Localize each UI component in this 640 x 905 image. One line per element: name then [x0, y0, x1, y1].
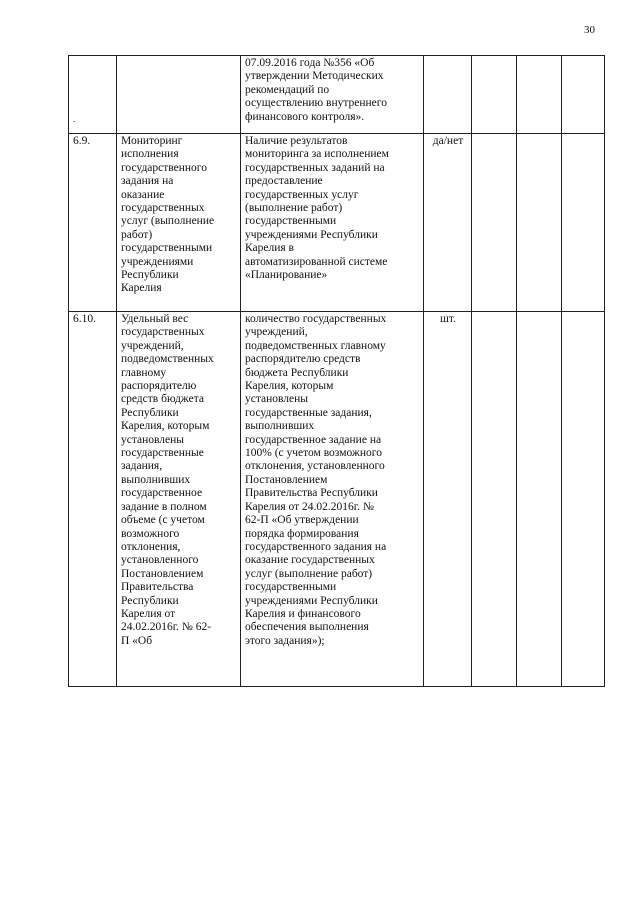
indicator-name-cell: [117, 134, 241, 312]
row-number-cell: [69, 312, 117, 687]
row-number-cell: [69, 56, 117, 134]
indicator-description: Наличие результатов мониторинга за исполнением государственных заданий на предоставление государственных услуг (выполнение работ) государственными учреждениями Республики Карелия в автоматизированной системе «Планирование»: [245, 135, 389, 282]
value-cell-1: [472, 134, 517, 312]
unit-value: да/нет: [432, 135, 464, 147]
value-cell-1: [472, 56, 517, 134]
indicator-table: [68, 55, 605, 687]
table-row: [69, 134, 605, 312]
row-number-mark: .: [73, 114, 76, 124]
row-number-cell: [69, 134, 117, 312]
table-row: [69, 312, 605, 687]
unit-cell: [424, 134, 472, 312]
row-number: 6.10.: [73, 313, 96, 325]
value-cell-3: [562, 134, 605, 312]
indicator-description-cell: [241, 134, 424, 312]
indicator-name: Мониторинг исполнения государственного задания на оказание государственных услуг (выполнение работ) государственными учреждениями Республики Карелия: [121, 135, 215, 295]
value-cell-2: [517, 134, 562, 312]
indicator-name-cell: [117, 56, 241, 134]
indicator-description-cell: [241, 312, 424, 687]
unit-cell: [424, 56, 472, 134]
indicator-name-cell: [117, 312, 241, 687]
table-row: [69, 56, 605, 134]
indicator-description-cell: [241, 56, 424, 134]
unit-value: шт.: [440, 313, 456, 325]
value-cell-3: [562, 312, 605, 687]
indicator-description: количество государственных учреждений, подведомственных главному распорядителю средств бюджета Республики Карелия, которым установлены государственные задания, выполнивших государственное задание на 100% (с учетом возможного отклонения, установленного Постановлением Правительства Республики Карелия от 24.02.2016г. № 62-П «Об утверждении порядка формирования государственного задания на оказание государственных услуг (выполнение работ) государственными учреждениями Республики Карелия и финансового обеспечения выполнения этого задания»);: [245, 313, 387, 647]
indicator-name: Удельный вес государственных учреждений, подведомственных главному распорядителю средств бюджета Республики Карелия, которым установлены государственные задания, выполнивших государственное задание в полном объеме (с учетом возможного отклонения, установленного Постановлением Правительства Республики Карелия от 24.02.2016г. № 62- П «Об: [121, 313, 214, 647]
value-cell-2: [517, 56, 562, 134]
indicator-description: 07.09.2016 года №356 «Об утверждении Методических рекомендаций по осуществлению внутреннего финансового контроля».: [245, 57, 387, 123]
unit-cell: [424, 312, 472, 687]
row-number: 6.9.: [73, 135, 91, 147]
value-cell-2: [517, 312, 562, 687]
page-number: 30: [584, 24, 595, 36]
value-cell-1: [472, 312, 517, 687]
value-cell-3: [562, 56, 605, 134]
